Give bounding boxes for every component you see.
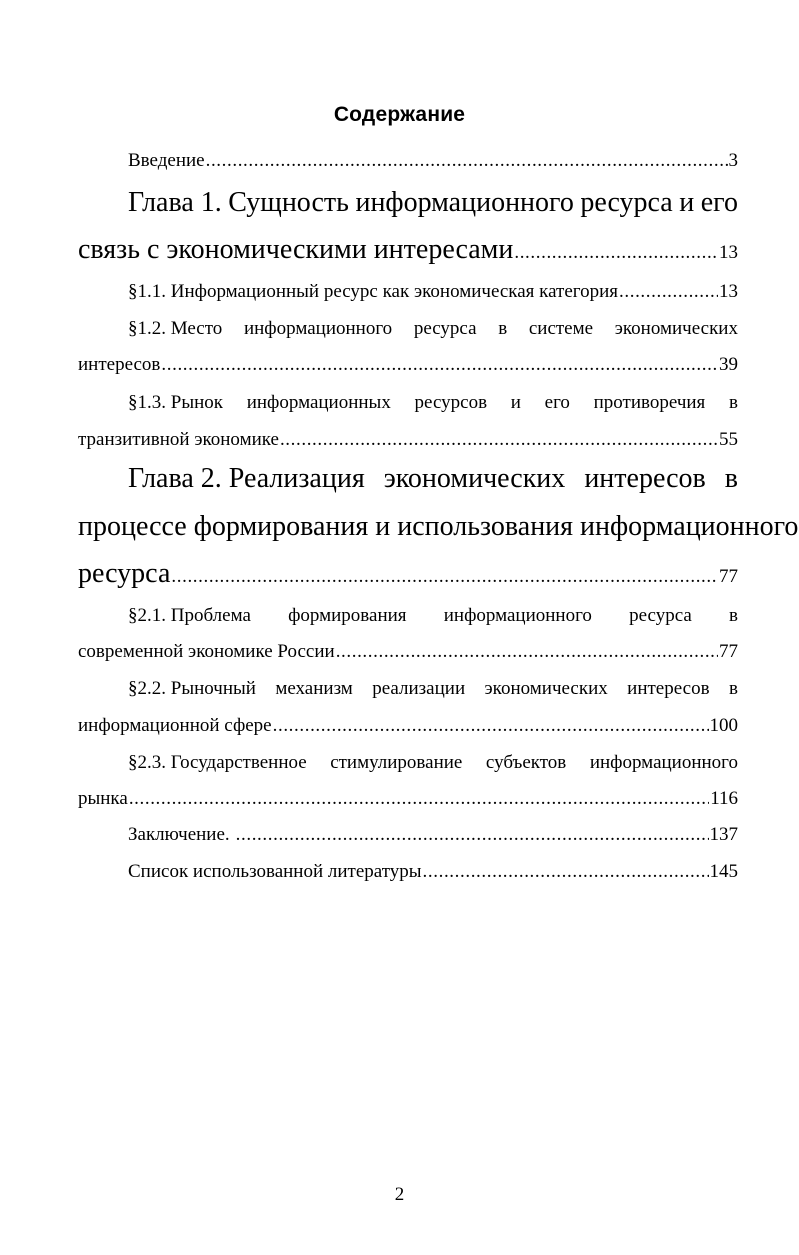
leader-dots (161, 353, 718, 377)
toc-word: ресурса (413, 318, 477, 339)
toc-word: системе (528, 318, 594, 339)
toc-label: транзитивной экономике (78, 429, 279, 450)
toc-word: экономических (614, 318, 738, 339)
toc-word: в (724, 463, 738, 494)
toc-label: §1.1. Информационный ресурс как экономическая категория (128, 281, 619, 302)
toc-word: информационного (355, 187, 574, 218)
toc-page-number: 39 (719, 354, 738, 375)
toc-label: связь с экономическими интересами (78, 234, 514, 265)
toc-label: интересов (78, 354, 161, 375)
toc-label: Список использованной литературы (128, 861, 422, 882)
toc-entry-introduction[interactable] (128, 149, 738, 173)
leader-dots (206, 149, 728, 173)
toc-word: §1.2. Место (128, 318, 223, 339)
toc-page-number: 100 (709, 715, 738, 736)
toc-entry-section-2-1-line-1[interactable] (128, 604, 738, 628)
toc-page-number: 77 (719, 641, 738, 662)
toc-entry-section-2-2-line-1[interactable] (128, 677, 738, 701)
toc-entry-section-2-1-line-2[interactable] (78, 640, 738, 664)
toc-word: его (544, 392, 570, 413)
toc-label: информационной сфере (78, 715, 272, 736)
toc-word: интересов (584, 463, 706, 494)
toc-word: противоречия (593, 392, 706, 413)
toc-entry-references[interactable] (128, 860, 738, 884)
toc-page-number: 55 (719, 429, 738, 450)
toc-label: процессе формирования и использования информационного (78, 511, 799, 542)
toc-entry-chapter-1-line-1[interactable] (128, 186, 738, 220)
toc-entry-chapter-2-line-3[interactable] (78, 557, 738, 594)
toc-page-number: 77 (719, 566, 738, 587)
toc-word: §2.2. Рыночный (128, 678, 256, 699)
leader-dots (273, 714, 709, 738)
toc-word: ресурса (629, 605, 692, 626)
toc-page-number: 116 (710, 788, 738, 809)
toc-word: в (728, 678, 738, 699)
leader-dots (280, 428, 718, 452)
toc-word: информационного (443, 605, 592, 626)
toc-word: формирования (288, 605, 407, 626)
toc-word: §2.1. Проблема (128, 605, 251, 626)
toc-entry-conclusion[interactable] (128, 823, 738, 847)
toc-word: и (510, 392, 521, 413)
leader-dots (129, 787, 709, 811)
toc-label: Введение (128, 150, 205, 171)
toc-entry-section-1-1[interactable] (128, 280, 738, 304)
toc-label: ресурса (78, 558, 171, 589)
toc-word: интересов (627, 678, 710, 699)
toc-entry-section-1-2-line-1[interactable] (128, 317, 738, 341)
toc-page-number: 3 (728, 150, 738, 171)
toc-word: механизм (275, 678, 353, 699)
toc-word: Сущность (228, 187, 349, 218)
toc-word: Глава 1. (128, 187, 222, 218)
toc-page-number: 137 (709, 824, 738, 845)
leader-dots (336, 640, 718, 664)
toc-entry-chapter-2-line-2[interactable] (78, 510, 799, 544)
toc-word: информационного (589, 752, 738, 773)
toc-word: и (679, 187, 695, 218)
toc-entry-section-1-3-line-2[interactable] (78, 428, 738, 452)
toc-entry-section-1-3-line-1[interactable] (128, 391, 738, 415)
toc-entry-section-2-2-line-2[interactable] (78, 714, 738, 738)
toc-word: в (498, 318, 508, 339)
toc-label: рынка (78, 788, 128, 809)
page-title: Содержание (333, 103, 466, 126)
toc-word: информационных (246, 392, 391, 413)
toc-entry-section-2-3-line-1[interactable] (128, 751, 738, 775)
toc-page-number: 13 (719, 242, 738, 263)
toc-word: информационного (243, 318, 393, 339)
leader-dots (171, 560, 718, 594)
page-number: 2 (394, 1184, 405, 1205)
toc-word: реализации (372, 678, 466, 699)
leader-dots (423, 860, 709, 884)
toc-entry-chapter-1-line-2[interactable] (78, 233, 738, 270)
toc-word: в (729, 392, 738, 413)
leader-dots (514, 236, 718, 270)
toc-word: Глава 2. Реализация (128, 463, 365, 494)
toc-page-number: 13 (719, 281, 738, 302)
toc-page-number: 145 (709, 861, 738, 882)
toc-word: §1.3. Рынок (128, 392, 223, 413)
toc-word: ресурса (580, 187, 673, 218)
toc-word: ресурсов (414, 392, 488, 413)
toc-word: §2.3. Государственное (128, 752, 307, 773)
toc-entry-chapter-2-line-1[interactable] (128, 462, 738, 496)
toc-word: субъектов (485, 752, 567, 773)
toc-entry-section-1-2-line-2[interactable] (78, 353, 738, 377)
toc-label: Заключение. (128, 824, 230, 845)
toc-word: стимулирование (330, 752, 463, 773)
toc-entry-section-2-3-line-2[interactable] (78, 787, 738, 811)
toc-word: экономических (383, 463, 566, 494)
toc-word: в (728, 605, 738, 626)
toc-label: современной экономике России (78, 641, 335, 662)
leader-dots (236, 823, 709, 847)
toc-word: его (700, 187, 738, 218)
toc-word: экономических (484, 678, 608, 699)
leader-dots (619, 280, 718, 304)
